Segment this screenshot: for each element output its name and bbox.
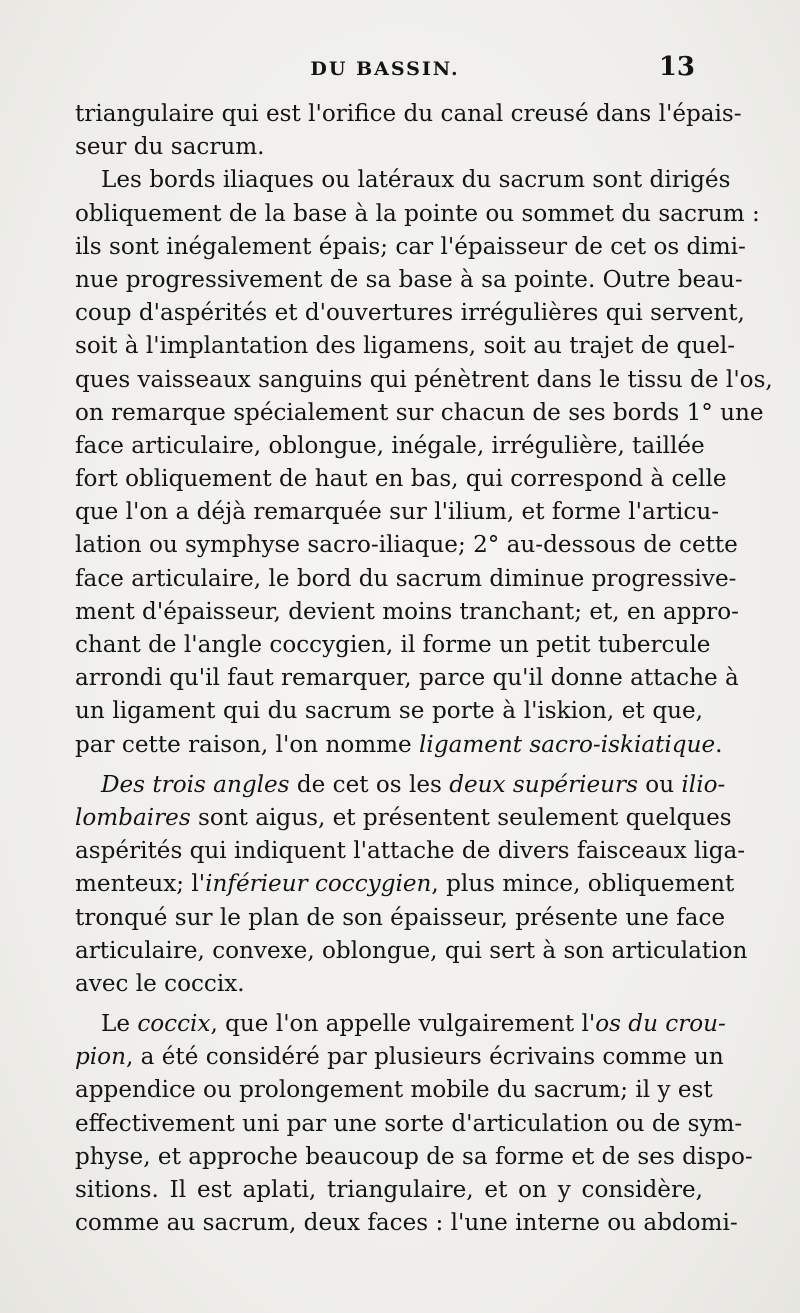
text-run: , plus mince, obliquement [431, 871, 735, 898]
text-line [75, 1108, 743, 1141]
text-line [75, 968, 703, 1001]
text-run: Les bords iliaques ou latéraux du sacrum sont dirigés [101, 167, 731, 194]
text-line [75, 802, 732, 835]
text-run: , a été considéré par plusieurs écrivains comme un [125, 1044, 724, 1071]
italic-text: coccix [137, 1011, 211, 1038]
text-run: que l'on a déjà remarquée sur l'ilium, et forme l'articu- [75, 499, 720, 526]
text-line [75, 662, 739, 695]
text-line [75, 629, 711, 662]
italic-text: ilio- [681, 771, 726, 798]
text-line [75, 935, 748, 968]
text-line [75, 1207, 738, 1240]
body-text [75, 98, 773, 1240]
text-line [75, 198, 760, 231]
text-line [75, 1074, 713, 1107]
text-run: arrondi qu'il faut remarquer, parce qu'il donne attache à [75, 665, 739, 692]
text-run: sitions. Il est aplati, triangulaire, et on y considère, [75, 1177, 703, 1203]
text-line [75, 131, 703, 164]
text-run: coup d'aspérités et d'ouvertures irrégulières qui servent, [75, 300, 745, 327]
text-line [75, 364, 773, 397]
text-run: un ligament qui du sacrum se porte à l'iskion, et que, [75, 698, 703, 725]
paragraph [75, 98, 742, 164]
paragraph [75, 1008, 753, 1240]
text-line [75, 769, 726, 802]
text-run: soit à l'implantation des ligamens, soit au trajet de quel- [75, 333, 736, 360]
text-run: obliquement de la base à la pointe ou sommet du sacrum : [75, 200, 760, 227]
text-line [75, 164, 731, 197]
text-line [75, 98, 742, 131]
paragraph [75, 769, 748, 1001]
page-header [75, 52, 695, 86]
text-run: face articulaire, oblongue, inégale, irrégulière, taillée [75, 432, 705, 459]
text-run: ou [637, 771, 682, 798]
text-line [75, 330, 736, 363]
text-line [75, 529, 738, 562]
text-run: tronqué sur le plan de son épaisseur, présente une face [75, 904, 726, 931]
text-line [75, 1174, 703, 1207]
italic-text: os du crou- [595, 1011, 726, 1038]
text-line [75, 231, 746, 264]
text-run: ils sont inégalement épais; car l'épaisseur de cet os dimi- [75, 233, 746, 260]
text-run: articulaire, convexe, oblongue, qui sert à son articulation [75, 937, 748, 964]
italic-text: lombaires [75, 804, 191, 831]
text-run: menteux; l' [75, 871, 206, 898]
text-run: physe, et approche beaucoup de sa forme et de ses dispo- [75, 1143, 753, 1170]
text-run: fort obliquement de haut en bas, qui correspond à celle [75, 466, 727, 493]
running-title: DU BASSIN. [310, 58, 460, 80]
text-line [75, 1141, 753, 1174]
italic-text: ligament sacro-iskiatique [419, 731, 716, 758]
text-run: par cette raison, l'on nomme [75, 731, 420, 758]
text-line [75, 868, 735, 901]
text-run: chant de l'angle coccygien, il forme un petit tubercule [75, 632, 711, 658]
text-line [75, 1008, 726, 1041]
text-run: de cet os les [289, 771, 450, 798]
text-run: . [715, 731, 723, 758]
text-line [75, 264, 743, 297]
text-line [75, 297, 745, 330]
paragraph [75, 164, 773, 761]
text-run: effectivement uni par une sorte d'articulation ou de sym- [75, 1110, 743, 1137]
text-run: ment d'épaisseur, devient moins tranchant; et, en appro- [75, 598, 739, 625]
text-run: lation ou symphyse sacro-iliaque; 2° au-dessous de cette [75, 532, 738, 559]
text-line [75, 729, 723, 762]
text-line [75, 397, 764, 430]
text-line [75, 695, 703, 728]
italic-text: Des trois angles [101, 771, 290, 798]
text-run: appendice ou prolongement mobile du sacrum; il y est [75, 1077, 713, 1104]
text-line [75, 596, 739, 629]
text-line [75, 902, 726, 935]
text-run: ques vaisseaux sanguins qui pénètrent dans le tissu de l'os, [75, 366, 773, 393]
text-line [75, 1041, 724, 1074]
italic-text: pion [75, 1044, 126, 1071]
text-run: nue progressivement de sa base à sa pointe. Outre beau- [75, 266, 743, 293]
text-line [75, 463, 727, 496]
text-run: comme au sacrum, deux faces : l'une interne ou abdomi- [75, 1210, 738, 1237]
text-run: aspérités qui indiquent l'attache de divers faisceaux liga- [75, 838, 746, 865]
text-line [75, 563, 737, 596]
text-line [75, 496, 720, 529]
page-number: 13 [658, 52, 695, 82]
italic-text: inférieur coccygien [205, 871, 432, 898]
text-run: triangulaire qui est l'orifice du canal creusé dans l'épais- [75, 101, 742, 127]
text-run: seur du sacrum. [75, 134, 265, 161]
text-run: avec le coccix. [75, 970, 245, 997]
text-run: Le [101, 1011, 138, 1038]
text-run: face articulaire, le bord du sacrum diminue progressive- [75, 565, 737, 592]
text-run: sont aigus, et présentent seulement quelques [190, 804, 732, 831]
text-line [75, 835, 746, 868]
text-line [75, 430, 703, 463]
text-run: , que l'on appelle vulgairement l' [210, 1011, 596, 1038]
italic-text: deux supérieurs [449, 771, 638, 798]
text-run: on remarque spécialement sur chacun de ses bords 1° une [75, 399, 764, 426]
